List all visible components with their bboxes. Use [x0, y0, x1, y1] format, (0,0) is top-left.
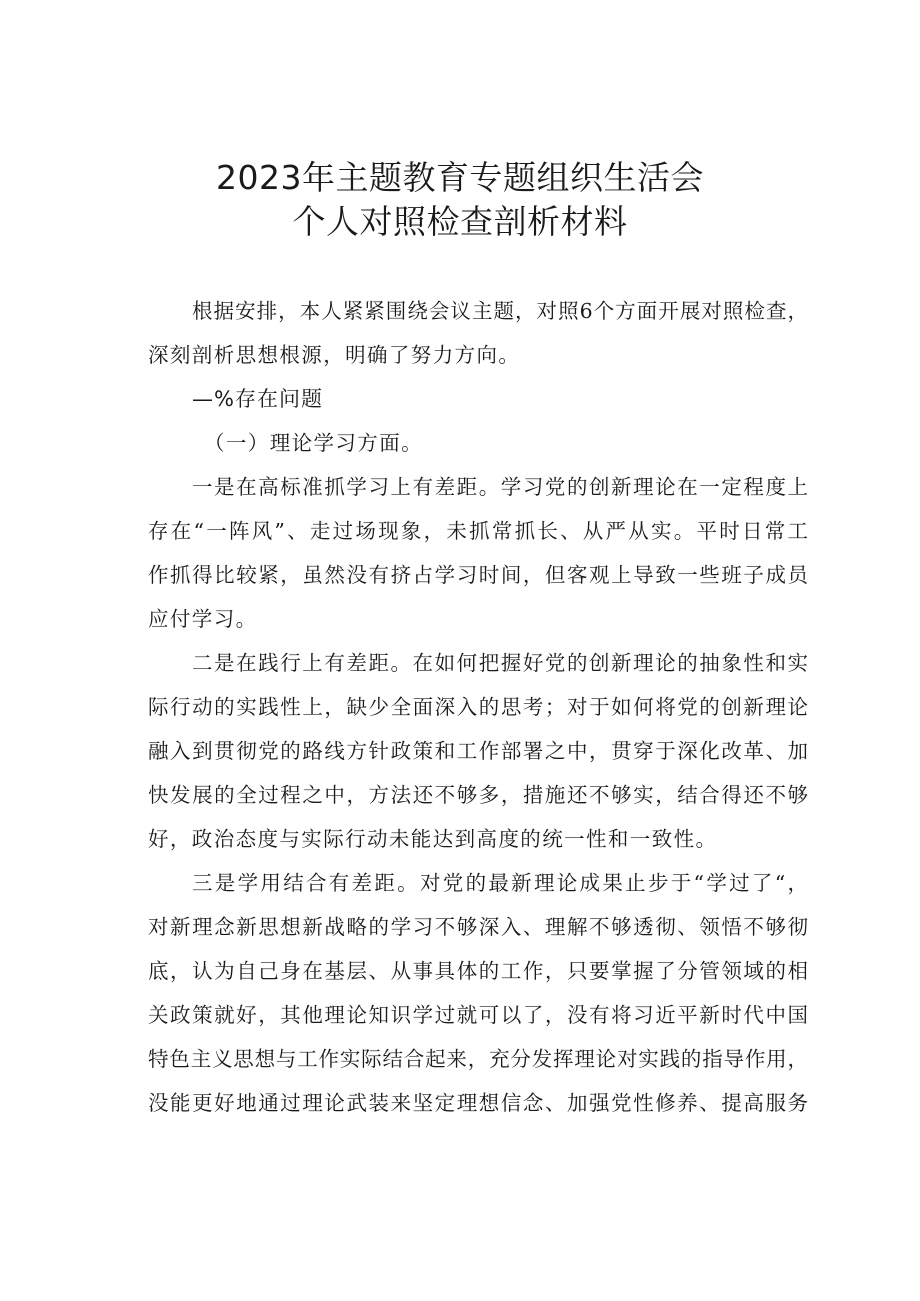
- section-heading: —%存在问题: [192, 387, 323, 411]
- paragraph-line: 没能更好地通过理论武装来坚定理想信念、加强党性修养、提高服务: [148, 1091, 808, 1115]
- paragraph-line: 一是在高标准抓学习上有差距。学习党的创新理论在一定程度上: [192, 475, 808, 499]
- paragraph-line: 三是学用结合有差距。对党的最新理论成果止步于“学过了“，: [192, 871, 808, 895]
- document-title-line-2: 个人对照检查剖析材料: [292, 202, 628, 241]
- paragraph-line: 融入到贯彻党的路线方针政策和工作部署之中，贯穿于深化改革、加: [148, 739, 808, 763]
- paragraph-line: 好，政治态度与实际行动未能达到高度的统一性和一致性。: [148, 827, 718, 851]
- paragraph-line: 底，认为自己身在基层、从事具体的工作，只要掌握了分管领域的相: [148, 959, 808, 983]
- paragraph-line: 应付学习。: [148, 607, 258, 631]
- paragraph-line: 特色主义思想与工作实际结合起来，充分发挥理论对实践的指导作用，: [148, 1047, 808, 1071]
- paragraph-line: 二是在践行上有差距。在如何把握好党的创新理论的抽象性和实: [192, 651, 808, 675]
- paragraph-line: 存在“一阵风”、走过场现象，未抓常抓长、从严从实。平时日常工: [148, 519, 808, 543]
- document-title-line-1: 2023年主题教育专题组织生活会: [216, 158, 704, 197]
- paragraph-line: 际行动的实践性上，缺少全面深入的思考；对于如何将党的创新理论: [148, 695, 808, 719]
- paragraph-line: 根据安排，本人紧紧围绕会议主题，对照6个方面开展对照检查，: [192, 299, 808, 323]
- paragraph-line: 作抓得比较紧，虽然没有挤占学习时间，但客观上导致一些班子成员: [148, 563, 808, 587]
- paragraph-line: 关政策就好，其他理论知识学过就可以了，没有将习近平新时代中国: [148, 1003, 808, 1027]
- subsection-heading: （一）理论学习方面。: [204, 431, 423, 455]
- paragraph-line: 对新理念新思想新战略的学习不够深入、理解不够透彻、领悟不够彻: [148, 915, 808, 939]
- paragraph-line: 快发展的全过程之中，方法还不够多，措施还不够实，结合得还不够: [148, 783, 808, 807]
- paragraph-line: 深刻剖析思想根源，明确了努力方向。: [148, 343, 521, 367]
